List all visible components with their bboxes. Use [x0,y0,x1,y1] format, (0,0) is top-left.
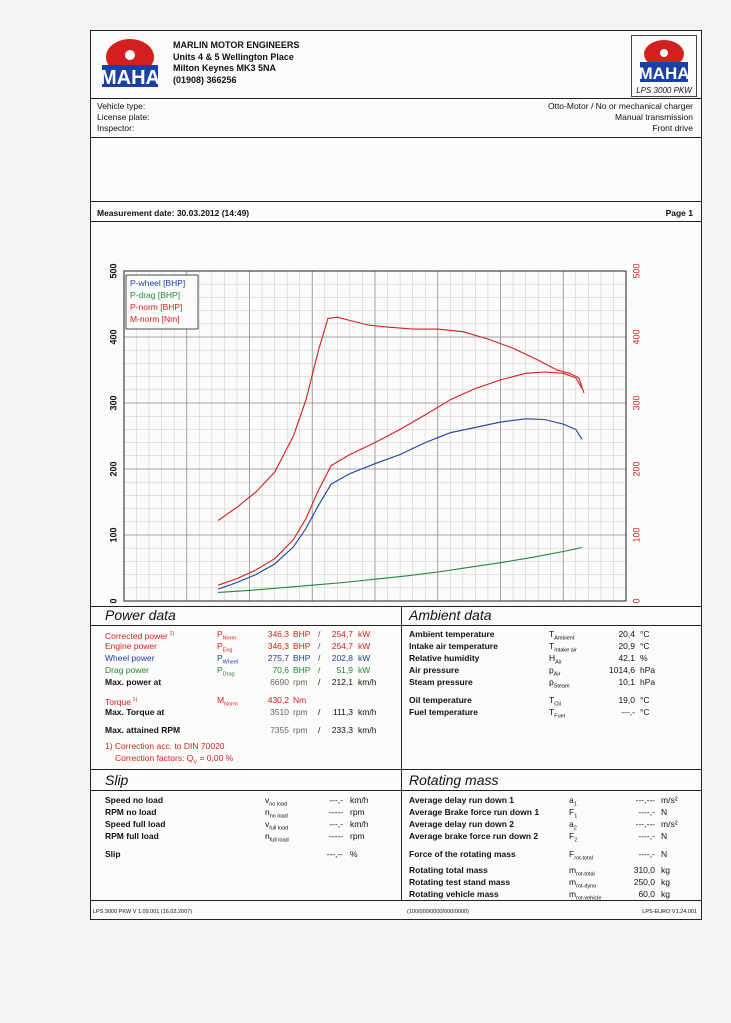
maha-logo-small [637,38,691,84]
table-row [409,653,699,664]
table-row [409,807,699,818]
power-row-value-1: 3510 [270,707,289,717]
table-row [409,677,699,688]
table-row [105,707,395,718]
power-row-label: Engine power [105,641,157,651]
rotating-row-label: Rotating test stand mass [409,877,511,887]
power-row-label: Wheel power [105,653,155,663]
rotating-row-label: Average brake force run down 2 [409,831,539,841]
ambient-row-symbol: $p_{Steam}$ [549,677,570,690]
power-row-value-2: 51,9 [336,665,353,675]
power-row-unit-2: kW [358,653,371,663]
divider [91,625,701,626]
correction-factors: Correction factors: $Q_V = 0,00$ % [115,753,234,766]
power-row-separator: / [318,641,321,651]
rotating-row-unit: m/s² [661,819,678,829]
y-tick-label-right: 400 [631,329,642,345]
power-row-separator: / [318,665,321,675]
power-row-separator: / [318,653,321,663]
rotating-row-symbol: $m_{rot-vehicle}$ [569,889,602,902]
ambient-data-table [409,629,699,769]
rotating-mass-table [409,795,699,902]
measurement-date: Measurement date: 30.03.2012 (14:49) [97,208,250,218]
table-row [409,865,699,876]
power-row-value-2: 111,3 [332,707,353,717]
company-block [173,40,299,86]
table-row [409,707,699,718]
rotating-row-unit: kg [661,877,670,887]
legend-entry: P-wheel [BHP] [130,278,186,288]
slip-row-unit: rpm [350,831,365,841]
rotating-row-label: Force of the rotating mass [409,849,516,859]
power-curve-chart [91,231,701,606]
power-row-symbol: $P_{Norm}$ [217,629,237,642]
ambient-row-label: Steam pressure [409,677,473,687]
table-row [105,831,395,842]
slip-row-symbol: $n_{full load}$ [265,831,289,844]
power-row-separator: / [318,725,321,735]
legend-entry: M-norm [Nm] [130,314,180,324]
divider [91,769,701,770]
y-tick-label-left: 100 [108,527,119,543]
slip-row-label: Slip [105,849,121,859]
table-row [105,695,395,706]
ambient-row-symbol: $T_{Fuel}$ [549,707,565,720]
ambient-row-symbol: $T_{Intake air}$ [549,641,577,654]
vehicle-info-labels [97,101,149,134]
ambient-row-value: ---,- [621,707,635,717]
power-row-symbol: $P_{Drag}$ [217,665,235,678]
power-row-value-1: 70,6 [272,665,289,675]
power-row-unit-1: BHP [293,665,311,675]
rotating-row-value: ----,- [638,849,655,859]
ambient-row-unit: °C [640,695,650,705]
power-row-value-1: 430,2 [267,695,289,705]
table-row [105,795,395,806]
rotating-row-label: Average Brake force run down 1 [409,807,540,817]
rotating-mass-title: Rotating mass [409,772,499,788]
y-tick-label-left: 500 [108,263,119,279]
rotating-row-label: Rotating total mass [409,865,488,875]
table-row [409,877,699,888]
rotating-row-label: Average delay run down 2 [409,819,515,829]
rotating-row-unit: kg [661,889,670,899]
rotating-row-symbol: $F_{rot-total}$ [569,849,593,862]
slip-row-value: ---,- [329,819,343,829]
power-row-unit-1: BHP [293,629,311,639]
rotating-row-unit: N [661,849,668,859]
ambient-row-label: Ambient temperature [409,629,495,639]
rotating-row-label: Average delay run down 1 [409,795,515,805]
power-row-label: Torque $^{1)}$ [105,696,138,707]
table-row [105,819,395,830]
rotating-row-value: ---,--- [635,819,655,829]
y-tick-label-right: 300 [631,395,642,411]
ambient-row-value: 10,1 [618,677,635,687]
table-row [105,849,395,860]
ambient-row-unit: hPa [640,677,656,687]
ambient-row-symbol: $p_{Air}$ [549,665,561,678]
rotating-row-value: 60,0 [638,889,655,899]
power-row-value-1: 6690 [270,677,289,687]
power-row-value-1: 275,7 [267,653,289,663]
power-row-symbol: $P_{Wheel}$ [217,653,239,666]
y-tick-label-right: 0 [631,598,642,604]
rotating-row-unit: m/s² [661,795,678,805]
divider [91,137,701,138]
y-tick-label-left: 400 [108,329,119,345]
power-row-unit-2: km/h [358,725,377,735]
power-data-table [105,629,395,769]
footer-code: (100/000/0000/000/0000) [407,909,469,915]
ambient-row-label: Air pressure [409,665,460,675]
slip-row-symbol: $v_{full load}$ [265,819,289,832]
vehicle-type-label: Vehicle type: [97,101,146,111]
divider [91,900,701,901]
ambient-row-value: 20,9 [618,641,635,651]
legend-entry: P-norm [BHP] [130,302,183,312]
power-row-value-1: 346,3 [267,641,289,651]
slip-row-value: ----- [328,831,343,841]
power-row-unit-1: rpm [293,707,308,717]
maha-logo [99,37,161,91]
divider [91,606,701,607]
rotating-row-unit: kg [661,865,670,875]
dyno-report-sheet [90,30,702,920]
y-tick-label-right: 200 [631,461,642,477]
ambient-row-label: Intake air temperature [409,641,498,651]
rotating-row-unit: N [661,831,668,841]
rotating-row-symbol: $m_{rot-total}$ [569,865,595,878]
y-tick-label-right: 500 [631,263,642,279]
table-row [105,725,395,736]
slip-title: Slip [105,772,129,788]
table-row [409,831,699,842]
rotating-row-value: ----,- [638,807,655,817]
logo-text: MAHA [100,67,160,89]
ambient-row-label: Relative humidity [409,653,480,663]
inspector-label: Inspector: [97,123,135,133]
power-row-unit-1: BHP [293,653,311,663]
ambient-data-title: Ambient data [409,607,492,623]
ambient-row-symbol: $H_{Air}$ [549,653,562,666]
power-row-value-1: 7355 [270,725,289,735]
table-row [409,819,699,830]
ambient-row-label: Oil temperature [409,695,472,705]
table-row [409,641,699,652]
power-row-value-2: 233,3 [331,725,353,735]
power-row-unit-1: rpm [293,677,308,687]
power-row-value-2: 202,8 [331,653,353,663]
power-row-symbol: $M_{Norm}$ [217,695,238,708]
power-row-separator: / [318,629,321,639]
table-row [105,629,395,640]
slip-row-value: ----- [328,807,343,817]
ambient-row-unit: % [640,653,648,663]
table-row [105,665,395,676]
slip-row-value: ---,- [329,795,343,805]
y-tick-label-left: 300 [108,395,119,411]
rotating-row-symbol: $F_1$ [569,807,578,820]
footer-euro-version: LPS-EURO V1.24.001 [642,909,697,915]
slip-row-label: Speed no load [105,795,164,805]
chart-lines [218,317,584,592]
slip-row-label: RPM no load [105,807,157,817]
slip-row-unit: rpm [350,807,365,817]
power-row-unit-1: rpm [293,725,308,735]
footer-software-version: LPS 3000 PKW V 1.09.001 (16.02.2007) [93,909,193,915]
model-badge [631,35,697,97]
rotating-row-symbol: $a_1$ [569,795,577,808]
rotating-row-value: 250,0 [633,877,655,887]
divider [91,221,701,222]
power-row-label: Max. Torque at [105,707,165,717]
table-row [409,629,699,640]
y-tick-label-left: 200 [108,461,119,477]
divider [91,790,701,791]
table-row [105,641,395,652]
ambient-row-unit: hPa [640,665,656,675]
rotating-row-value: ----,- [638,831,655,841]
power-row-unit-1: Nm [293,695,307,705]
ambient-row-unit: °C [640,641,650,651]
table-row [105,741,395,752]
ambient-row-value: 19,0 [618,695,635,705]
slip-row-unit: % [350,849,358,859]
table-row [409,665,699,676]
table-row [409,889,699,900]
power-row-label: Drag power [105,665,149,675]
power-row-separator: / [318,677,321,687]
report-header [91,31,701,99]
power-row-label: Max. attained RPM [105,725,181,735]
slip-row-label: Speed full load [105,819,166,829]
correction-note: 1) Correction acc. to DIN 70020 [105,741,225,751]
license-plate-label: License plate: [97,112,150,122]
power-data-title: Power data [105,607,176,623]
slip-row-unit: km/h [350,795,369,805]
slip-row-symbol: $n_{no load}$ [265,807,288,820]
divider [91,201,701,202]
company-phone: (01908) 366256 [173,74,237,85]
power-row-separator: / [318,707,321,717]
page-number: Page 1 [665,208,693,218]
power-row-unit-2: kW [358,641,371,651]
power-row-unit-2: kW [358,665,371,675]
power-row-value-2: 254,7 [331,641,353,651]
rotating-row-symbol: $a_2$ [569,819,577,832]
table-row [409,795,699,806]
power-row-label: Max. power at [105,677,162,687]
column-divider [401,606,402,900]
chart-grid [124,271,626,601]
power-row-value-2: 212,1 [331,677,353,687]
ambient-row-value: 20,4 [618,629,635,639]
rotating-row-value: ---,--- [635,795,655,805]
ambient-row-value: 1014,6 [609,665,635,675]
rotating-row-symbol: $F_2$ [569,831,578,844]
model-name: LPS 3000 PKW [636,86,692,95]
table-row [409,695,699,706]
table-row [105,807,395,818]
slip-table [105,795,395,899]
transmission-type: Manual transmission [615,112,693,122]
company-address-1: Units 4 & 5 Wellington Place [173,51,294,62]
table-row [105,677,395,688]
legend-entry: P-drag [BHP] [130,290,181,300]
power-row-label: Corrected power $^{1)}$ [105,630,175,641]
ambient-row-symbol: $T_{Oil}$ [549,695,561,708]
chart-legend [126,275,198,329]
ambient-row-unit: °C [640,707,650,717]
y-tick-label-left: 0 [108,598,119,604]
company-address-2: Milton Keynes MK3 5NA [173,63,277,73]
ambient-row-unit: °C [640,629,650,639]
power-row-unit-2: km/h [358,707,377,717]
slip-row-symbol: $v_{no load}$ [265,795,288,808]
slip-row-unit: km/h [350,819,369,829]
rotating-row-value: 310,0 [633,865,655,875]
power-row-value-1: 346,3 [267,629,289,639]
table-row [105,653,395,664]
table-row [105,753,395,764]
drive-type: Front drive [652,123,693,133]
y-tick-label-right: 100 [631,527,642,543]
logo-text-small: MAHA [638,64,690,83]
ambient-row-value: 42,1 [618,653,635,663]
power-row-unit-2: km/h [358,677,377,687]
ambient-row-symbol: $T_{Ambient}$ [549,629,575,642]
company-name: MARLIN MOTOR ENGINEERS [173,40,300,50]
power-row-unit-2: kW [358,629,371,639]
ambient-row-label: Fuel temperature [409,707,478,717]
vehicle-info-values [548,101,693,134]
table-row [409,849,699,860]
rotating-row-symbol: $m_{rot-dyno}$ [569,877,597,890]
rotating-row-unit: N [661,807,668,817]
slip-row-value: ---,-- [326,849,343,859]
engine-type: Otto-Motor / No or mechanical charger [547,101,693,111]
power-row-unit-1: BHP [293,641,311,651]
power-row-value-2: 254,7 [331,629,353,639]
rotating-row-label: Rotating vehicle mass [409,889,499,899]
power-row-symbol: $P_{Eng}$ [217,641,233,654]
slip-row-label: RPM full load [105,831,159,841]
